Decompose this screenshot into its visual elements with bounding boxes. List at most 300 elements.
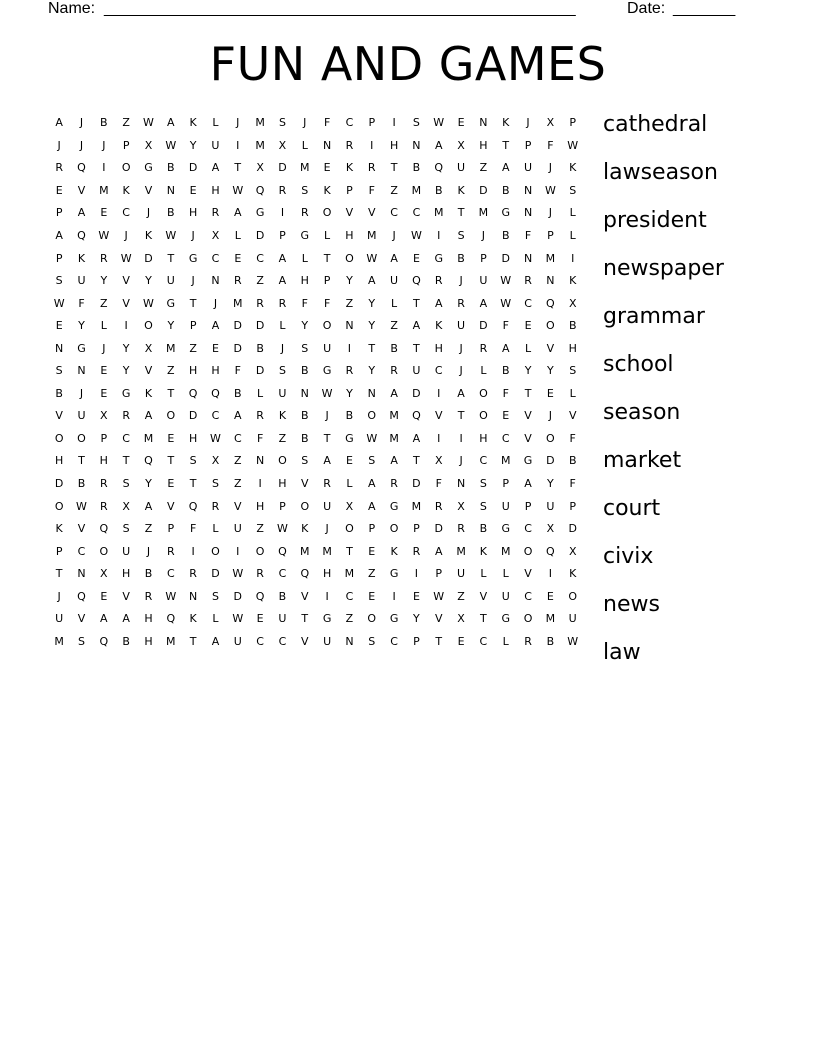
grid-letter: W bbox=[232, 612, 244, 626]
grid-letter: D bbox=[255, 229, 265, 242]
grid-letter: B bbox=[256, 341, 264, 355]
grid-letter: Z bbox=[345, 296, 354, 310]
grid-letter: T bbox=[524, 386, 532, 400]
grid-letter: C bbox=[256, 251, 264, 265]
grid-letter: Q bbox=[434, 161, 444, 175]
grid-letter: H bbox=[211, 364, 220, 378]
grid-letter: H bbox=[144, 634, 153, 648]
grid-letter: L bbox=[569, 386, 576, 400]
grid-letter: T bbox=[167, 454, 175, 468]
grid-letter: D bbox=[501, 251, 510, 265]
grid-letter: B bbox=[457, 251, 465, 265]
grid-letter: Q bbox=[546, 296, 555, 310]
grid-letter: D bbox=[255, 319, 265, 333]
grid-letter: W bbox=[98, 229, 110, 242]
grid-row bbox=[48, 270, 584, 293]
grid-letter: D bbox=[278, 161, 287, 175]
grid-letter: R bbox=[434, 274, 443, 288]
grid-letter: Y bbox=[547, 364, 554, 378]
grid-letter: U bbox=[501, 499, 510, 513]
grid-letter: C bbox=[345, 589, 354, 603]
grid-letter: Q bbox=[99, 522, 109, 536]
grid-letter: R bbox=[99, 251, 108, 265]
grid-letter: O bbox=[54, 431, 64, 445]
word-list-item: civix bbox=[603, 544, 654, 569]
word-list-item: newspaper bbox=[603, 256, 724, 281]
grid-letter: Z bbox=[234, 454, 242, 468]
grid-letter: U bbox=[278, 386, 287, 400]
grid-letter: J bbox=[57, 138, 61, 152]
grid-letter: B bbox=[546, 634, 555, 648]
grid-row bbox=[48, 157, 584, 180]
grid-letter: J bbox=[459, 454, 463, 468]
grid-letter: F bbox=[524, 229, 532, 242]
grid-letter: G bbox=[345, 431, 354, 445]
grid-letter: K bbox=[569, 161, 577, 175]
grid-letter: U bbox=[122, 544, 131, 558]
grid-letter: I bbox=[124, 319, 128, 333]
grid-letter: H bbox=[255, 499, 265, 513]
grid-row bbox=[48, 428, 584, 451]
date-label: Date: bbox=[627, 0, 666, 17]
grid-letter: Q bbox=[278, 544, 287, 558]
grid-letter: W bbox=[165, 589, 177, 603]
grid-letter: U bbox=[457, 161, 466, 175]
grid-letter: X bbox=[457, 138, 465, 152]
grid-letter: R bbox=[412, 544, 421, 558]
grid-letter: S bbox=[301, 341, 309, 355]
grid-letter: V bbox=[546, 341, 555, 355]
grid-letter: V bbox=[524, 567, 532, 581]
grid-letter: X bbox=[278, 138, 287, 152]
grid-letter: U bbox=[233, 634, 242, 648]
grid-row bbox=[48, 315, 584, 338]
grid-letter: H bbox=[188, 206, 198, 220]
grid-letter: J bbox=[526, 116, 530, 130]
grid-letter: J bbox=[459, 274, 463, 288]
grid-letter: I bbox=[548, 567, 552, 581]
grid-letter: G bbox=[144, 161, 153, 175]
grid-letter: R bbox=[122, 409, 130, 423]
grid-letter: H bbox=[144, 612, 153, 626]
grid-letter: C bbox=[256, 634, 264, 648]
grid-letter: A bbox=[412, 431, 421, 445]
grid-letter: N bbox=[546, 274, 555, 288]
grid-letter: E bbox=[100, 364, 108, 378]
grid-letter: K bbox=[345, 161, 354, 175]
grid-letter: M bbox=[322, 544, 332, 558]
grid-row bbox=[48, 383, 584, 406]
grid-letter: R bbox=[189, 567, 197, 581]
grid-letter: D bbox=[233, 589, 243, 603]
grid-letter: N bbox=[322, 138, 332, 152]
grid-letter: V bbox=[77, 522, 86, 536]
grid-letter: W bbox=[232, 183, 244, 197]
grid-letter: U bbox=[568, 612, 577, 626]
grid-letter: T bbox=[234, 161, 242, 175]
grid-letter: M bbox=[300, 161, 310, 175]
grid-letter: F bbox=[569, 431, 576, 445]
grid-letter: M bbox=[389, 409, 399, 423]
grid-letter: J bbox=[102, 138, 106, 152]
grid-letter: C bbox=[77, 544, 86, 558]
grid-letter: K bbox=[144, 386, 153, 400]
grid-letter: G bbox=[501, 522, 510, 536]
grid-letter: G bbox=[300, 229, 310, 242]
grid-letter: M bbox=[255, 116, 265, 130]
grid-letter: A bbox=[390, 454, 398, 468]
grid-letter: R bbox=[457, 296, 465, 310]
grid-letter: A bbox=[434, 138, 443, 152]
grid-letter: Q bbox=[77, 589, 86, 603]
grid-letter: M bbox=[456, 544, 466, 558]
grid-letter: P bbox=[323, 274, 331, 288]
grid-letter: L bbox=[524, 341, 532, 355]
grid-letter: C bbox=[434, 364, 443, 378]
grid-letter: A bbox=[278, 274, 287, 288]
word-list-item: court bbox=[603, 496, 661, 521]
grid-letter: A bbox=[367, 274, 376, 288]
grid-letter: J bbox=[548, 409, 552, 423]
grid-letter: Z bbox=[256, 522, 264, 536]
grid-letter: A bbox=[390, 386, 398, 400]
grid-letter: R bbox=[323, 477, 331, 491]
grid-letter: N bbox=[256, 454, 265, 468]
grid-letter: V bbox=[568, 409, 577, 423]
grid-letter: E bbox=[412, 251, 420, 265]
grid-letter: I bbox=[258, 477, 262, 491]
grid-letter: B bbox=[234, 386, 242, 400]
grid-row bbox=[48, 585, 584, 608]
grid-letter: I bbox=[392, 116, 396, 130]
grid-letter: K bbox=[278, 409, 287, 423]
grid-letter: D bbox=[479, 183, 488, 197]
grid-letter: X bbox=[211, 454, 220, 468]
grid-letter: U bbox=[479, 274, 488, 288]
grid-letter: I bbox=[571, 251, 575, 265]
grid-letter: N bbox=[166, 183, 175, 197]
grid-letter: H bbox=[55, 454, 64, 468]
grid-letter: Q bbox=[255, 589, 265, 603]
grid-letter: O bbox=[77, 431, 86, 445]
grid-letter: D bbox=[546, 454, 555, 468]
grid-letter: E bbox=[546, 589, 554, 603]
grid-letter: I bbox=[437, 431, 441, 445]
grid-letter: L bbox=[100, 319, 107, 333]
grid-letter: W bbox=[232, 567, 244, 581]
grid-row bbox=[48, 360, 584, 383]
grid-letter: U bbox=[390, 274, 399, 288]
grid-letter: W bbox=[143, 296, 154, 310]
grid-letter: S bbox=[122, 477, 130, 491]
grid-letter: M bbox=[166, 634, 176, 648]
grid-letter: T bbox=[78, 454, 85, 468]
grid-letter: W bbox=[500, 274, 512, 288]
grid-letter: A bbox=[367, 499, 376, 513]
grid-letter: M bbox=[500, 454, 511, 468]
grid-letter: T bbox=[502, 138, 510, 152]
grid-letter: I bbox=[191, 544, 195, 558]
grid-letter: Q bbox=[188, 386, 198, 400]
grid-letter: C bbox=[524, 589, 532, 603]
grid-letter: P bbox=[122, 138, 130, 152]
grid-letter: T bbox=[368, 341, 376, 355]
grid-letter: A bbox=[55, 229, 63, 242]
grid-letter: A bbox=[323, 454, 331, 468]
grid-letter: A bbox=[167, 116, 175, 130]
grid-letter: E bbox=[189, 183, 197, 197]
grid-letter: W bbox=[53, 296, 65, 310]
grid-letter: R bbox=[99, 477, 108, 491]
grid-letter: I bbox=[370, 138, 374, 152]
grid-letter: P bbox=[502, 477, 510, 491]
grid-letter: X bbox=[546, 522, 555, 536]
grid-letter: Y bbox=[189, 138, 197, 152]
grid-letter: B bbox=[278, 589, 287, 603]
grid-letter: U bbox=[77, 409, 86, 423]
grid-letter: P bbox=[413, 634, 420, 648]
grid-letter: C bbox=[479, 454, 488, 468]
grid-letter: P bbox=[100, 431, 108, 445]
grid-letter: A bbox=[144, 499, 153, 513]
grid-letter: V bbox=[301, 477, 309, 491]
grid-letter: T bbox=[167, 251, 175, 265]
grid-letter: S bbox=[368, 454, 376, 468]
grid-letter: T bbox=[457, 206, 465, 220]
grid-letter: U bbox=[233, 522, 242, 536]
grid-letter: X bbox=[100, 409, 108, 423]
grid-letter: P bbox=[55, 251, 63, 265]
name-blank-line: _____________________________________________________ bbox=[104, 0, 576, 17]
grid-letter: P bbox=[189, 319, 197, 333]
grid-letter: A bbox=[100, 612, 108, 626]
grid-letter: P bbox=[569, 499, 577, 513]
grid-letter: J bbox=[213, 296, 218, 310]
grid-letter: V bbox=[234, 499, 242, 513]
grid-letter: A bbox=[367, 477, 376, 491]
grid-letter: Y bbox=[145, 477, 152, 491]
grid-letter: T bbox=[55, 567, 63, 581]
grid-letter: R bbox=[233, 274, 242, 288]
grid-letter: B bbox=[345, 409, 354, 423]
grid-letter: Y bbox=[346, 274, 353, 288]
grid-letter: E bbox=[211, 341, 219, 355]
grid-letter: J bbox=[79, 116, 84, 130]
grid-letter: W bbox=[544, 183, 556, 197]
grid-letter: S bbox=[479, 477, 487, 491]
grid-letter: L bbox=[234, 229, 241, 242]
grid-row bbox=[48, 112, 584, 135]
grid-letter: A bbox=[234, 409, 242, 423]
grid-letter: S bbox=[278, 364, 286, 378]
grid-letter: B bbox=[390, 341, 398, 355]
grid-letter: G bbox=[77, 341, 86, 355]
grid-letter: I bbox=[236, 138, 240, 152]
grid-letter: C bbox=[479, 634, 488, 648]
word-search-grid bbox=[48, 112, 584, 653]
grid-letter: G bbox=[389, 567, 399, 581]
grid-letter: T bbox=[457, 409, 465, 423]
word-list-item: news bbox=[603, 592, 660, 617]
grid-letter: A bbox=[479, 296, 488, 310]
grid-letter: X bbox=[256, 161, 264, 175]
grid-letter: A bbox=[55, 116, 63, 130]
grid-letter: D bbox=[412, 386, 421, 400]
grid-letter: C bbox=[211, 251, 220, 265]
grid-letter: B bbox=[55, 386, 63, 400]
grid-letter: S bbox=[278, 116, 286, 130]
grid-letter: O bbox=[144, 319, 153, 333]
grid-letter: R bbox=[345, 364, 354, 378]
grid-row bbox=[48, 495, 584, 518]
grid-letter: F bbox=[435, 477, 442, 491]
grid-letter: D bbox=[144, 251, 153, 265]
grid-letter: H bbox=[278, 477, 287, 491]
grid-letter: D bbox=[434, 522, 443, 536]
grid-letter: C bbox=[524, 522, 532, 536]
grid-letter: G bbox=[322, 364, 332, 378]
grid-letter: L bbox=[279, 319, 286, 333]
grid-letter: H bbox=[479, 138, 488, 152]
grid-letter: L bbox=[480, 364, 487, 378]
grid-letter: A bbox=[278, 251, 287, 265]
grid-letter: U bbox=[457, 319, 466, 333]
grid-letter: E bbox=[323, 161, 331, 175]
grid-letter: H bbox=[479, 431, 488, 445]
grid-letter: Y bbox=[346, 386, 353, 400]
grid-letter: Y bbox=[100, 274, 108, 288]
grid-letter: A bbox=[211, 319, 220, 333]
grid-letter: H bbox=[188, 364, 198, 378]
grid-letter: O bbox=[345, 522, 354, 536]
grid-letter: D bbox=[412, 477, 421, 491]
grid-letter: P bbox=[55, 544, 63, 558]
grid-letter: Z bbox=[189, 341, 197, 355]
grid-letter: T bbox=[480, 612, 487, 626]
grid-letter: K bbox=[323, 183, 331, 197]
grid-letter: J bbox=[146, 206, 151, 220]
grid-letter: Y bbox=[547, 477, 554, 491]
grid-letter: J bbox=[79, 138, 84, 152]
grid-letter: Z bbox=[390, 183, 398, 197]
grid-letter: Y bbox=[301, 319, 309, 333]
grid-letter: Q bbox=[300, 567, 310, 581]
grid-row bbox=[48, 180, 584, 203]
grid-letter: S bbox=[301, 183, 309, 197]
grid-letter: A bbox=[77, 206, 86, 220]
grid-letter: V bbox=[301, 634, 309, 648]
grid-letter: A bbox=[501, 161, 510, 175]
grid-letter: O bbox=[345, 251, 354, 265]
grid-letter: U bbox=[278, 612, 287, 626]
grid-letter: J bbox=[146, 544, 151, 558]
grid-letter: N bbox=[523, 251, 533, 265]
grid-letter: F bbox=[323, 116, 331, 130]
grid-letter: F bbox=[301, 296, 308, 310]
grid-letter: O bbox=[479, 386, 488, 400]
grid-letter: H bbox=[300, 274, 309, 288]
grid-letter: K bbox=[55, 522, 63, 536]
grid-letter: Z bbox=[278, 431, 287, 445]
grid-letter: D bbox=[233, 319, 243, 333]
grid-letter: J bbox=[481, 229, 486, 242]
grid-letter: U bbox=[211, 138, 220, 152]
grid-letter: G bbox=[501, 612, 510, 626]
grid-letter: Y bbox=[122, 341, 130, 355]
grid-letter: R bbox=[434, 499, 443, 513]
grid-letter: L bbox=[480, 567, 487, 581]
grid-letter: V bbox=[122, 296, 130, 310]
grid-letter: N bbox=[55, 341, 64, 355]
grid-letter: O bbox=[121, 161, 131, 175]
grid-letter: B bbox=[568, 454, 577, 468]
grid-letter: M bbox=[411, 499, 422, 513]
grid-letter: I bbox=[236, 544, 240, 558]
grid-letter: Z bbox=[167, 364, 175, 378]
grid-letter: S bbox=[78, 634, 85, 648]
grid-letter: X bbox=[568, 544, 577, 558]
grid-letter: N bbox=[300, 386, 309, 400]
grid-letter: E bbox=[368, 589, 376, 603]
grid-letter: T bbox=[167, 386, 175, 400]
grid-letter: L bbox=[346, 477, 353, 491]
grid-letter: A bbox=[234, 206, 242, 220]
grid-letter: G bbox=[501, 206, 510, 220]
grid-letter: M bbox=[433, 206, 444, 220]
grid-letter: H bbox=[345, 229, 354, 242]
grid-letter: T bbox=[346, 544, 353, 558]
grid-letter: O bbox=[54, 499, 64, 513]
grid-row bbox=[48, 225, 584, 248]
grid-letter: B bbox=[167, 206, 175, 220]
grid-letter: R bbox=[211, 499, 220, 513]
word-list bbox=[603, 110, 803, 686]
grid-letter: S bbox=[412, 116, 420, 130]
grid-letter: D bbox=[568, 522, 577, 536]
grid-letter: N bbox=[77, 567, 86, 581]
grid-letter: T bbox=[189, 634, 197, 648]
grid-letter: S bbox=[122, 522, 130, 536]
grid-letter: G bbox=[166, 296, 176, 310]
grid-letter: N bbox=[456, 477, 466, 491]
grid-letter: T bbox=[413, 296, 420, 310]
grid-letter: T bbox=[323, 431, 331, 445]
grid-letter: G bbox=[389, 612, 399, 626]
grid-letter: P bbox=[435, 567, 443, 581]
grid-letter: C bbox=[501, 431, 510, 445]
grid-letter: W bbox=[500, 296, 512, 310]
grid-letter: R bbox=[390, 477, 398, 491]
grid-letter: K bbox=[189, 612, 197, 626]
grid-letter: X bbox=[457, 612, 465, 626]
grid-letter: X bbox=[144, 341, 153, 355]
grid-row bbox=[48, 540, 584, 563]
grid-letter: R bbox=[524, 274, 532, 288]
grid-letter: A bbox=[524, 477, 532, 491]
grid-letter: O bbox=[278, 454, 287, 468]
grid-letter: A bbox=[390, 251, 398, 265]
grid-letter: F bbox=[323, 296, 331, 310]
grid-letter: C bbox=[278, 634, 287, 648]
page-title: FUN AND GAMES bbox=[209, 37, 607, 91]
grid-letter: R bbox=[144, 589, 153, 603]
grid-letter: I bbox=[437, 386, 441, 400]
grid-letter: H bbox=[122, 567, 131, 581]
grid-letter: U bbox=[546, 499, 555, 513]
grid-letter: S bbox=[569, 183, 577, 197]
grid-letter: Q bbox=[77, 229, 86, 242]
grid-letter: R bbox=[99, 499, 108, 513]
